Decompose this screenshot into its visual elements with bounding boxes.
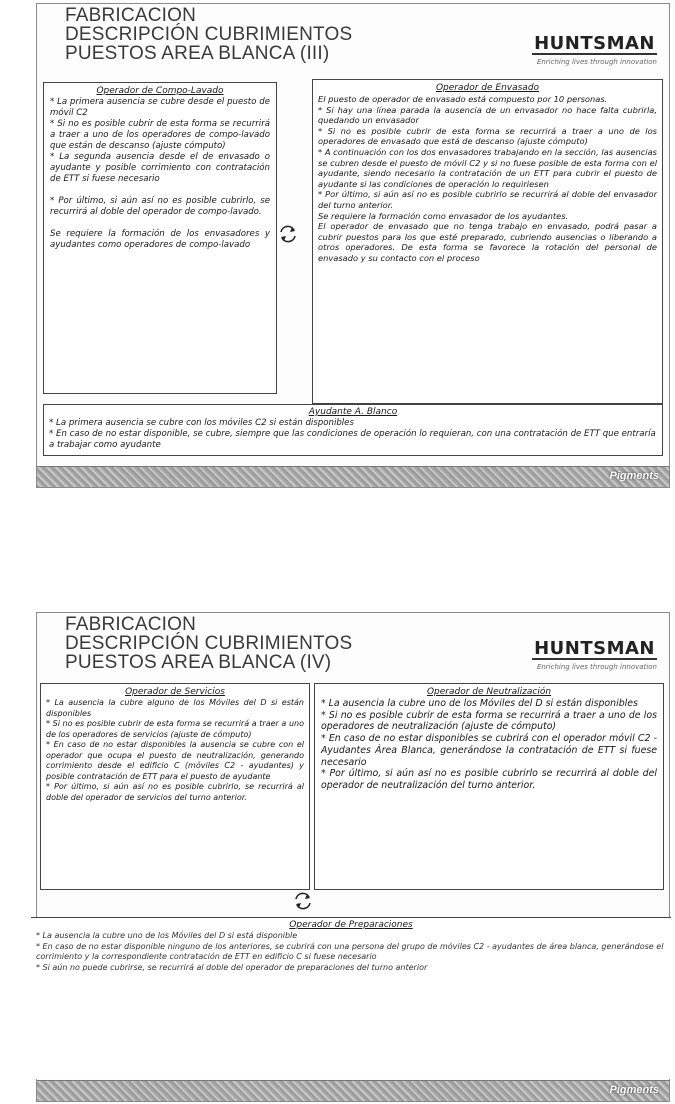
- box-operador-neutralizacion: [314, 683, 664, 890]
- huntsman-logo: [532, 639, 657, 671]
- title-line-1: FABRICACION: [65, 5, 196, 26]
- logo-tagline: Enriching lives through innovation: [536, 58, 657, 66]
- box-operador-envasado: [312, 79, 663, 404]
- logo-tagline: Enriching lives through innovation: [536, 663, 657, 671]
- box-body: El puesto de operador de envasado está compuesto por 10 personas. * Si hay una línea parada la ausencia de un envasador no hace falta cubrirla, quedando un envasador * Si no es posible cubrir de esta forma se recurrirá a traer a uno de los operadores de envasado que está de descanso (ajuste cómputo) * A continuación con los dos envasadores trabajando en la sección, las ausencias se cubren desde el puesto de móvil C2 y si no fuese posible de esta forma con el ayudante, siendo necesario la contratación de un ETT para cubrir el puesto de ayudante si las condiciones de operación lo requiriesen * Por último, si aún así no es posible cubrirlo se recurrirá al doble del envasador del turno anterior. Se requiere la formación como envasador de los ayudantes. El operador de envasado que no tenga trabajo en envasado, podrá pasar a cubrir puestos para los que esté preparado, cubriendo ausencias o liberando a otros operadores. De esta forma se favorece la rotación del personal de envasado y su contacto con el proceso: [318, 94, 657, 263]
- box-header: Ayudante A. Blanco: [308, 407, 398, 417]
- box-body: * La ausencia la cubre alguno de los Móviles del D si están disponibles * Si no es posible cubrir de esta forma se recurrirá a traer a uno de los operadores de servicios (ajuste de cómputo) * En caso de no estar disponibles la ausencia se cubre con el operador que ocupa el puesto de neutralización, generando corrimiento desde el edificio C (móviles C2 - ayudantes) y posible contratación de ETT para el puesto de ayudante * Por último, si aún así no es posible cubrirlo, se recurrirá al doble del operador de servicios del turno anterior.: [46, 698, 304, 802]
- title-line-3: PUESTOS AREA BLANCA (III): [65, 43, 330, 64]
- title-line-2: DESCRIPCIÓN CUBRIMIENTOS: [65, 633, 353, 654]
- box-body: * La primera ausencia se cubre desde el puesto de móvil C2 * Si no es posible cubrir de esta forma se recurrirá a traer a uno de los operadores de compo-lavado que están de descanso (ajuste cómputo) * La segunda ausencia desde el de envasado o ayudante y posible corrimiento con contratación de ETT si fuese necesario * Por último, si aún así no es posible cubrirlo, se recurrirá al doble del operador de compo-lavado. Se requiere la formación de los envasadores y ayudantes como operadores de compo-lavado: [50, 97, 270, 250]
- title-line-1: FABRICACION: [65, 614, 196, 635]
- box-ayudante-a-blanco: [43, 404, 663, 456]
- cycle-arrows-icon: [277, 223, 299, 245]
- footer-pigments-label: Pigments: [609, 470, 659, 482]
- logo-wordmark: HUNTSMAN: [534, 33, 655, 54]
- box-header: Operador de Compo-Lavado: [96, 86, 224, 96]
- box-header: Operador de Servicios: [125, 687, 225, 697]
- box-body: * La ausencia la cubre uno de los Móviles del D si están disponibles * Si no es posible cubrir de esta forma se recurrirá a traer a uno de los operadores de neutralización (ajuste de cómputo) * En caso de no estar disponibles se cubrirá con el operador móvil C2 - Ayudantes Área Blanca, generándose la contratación de ETT si fuese necesario * Por último, si aún así no es posible cubrirlo se recurrirá al doble del operador de neutralización del turno anterior.: [321, 698, 657, 791]
- slide-iii: [36, 3, 670, 488]
- slide-iv: [36, 612, 670, 1102]
- box-operador-compo-lavado: [43, 82, 277, 394]
- title-line-2: DESCRIPCIÓN CUBRIMIENTOS: [65, 24, 353, 45]
- logo-wordmark: HUNTSMAN: [534, 638, 655, 659]
- title-line-3: PUESTOS AREA BLANCA (IV): [65, 652, 332, 673]
- slide-title: [65, 615, 352, 672]
- box-header: Operador de Neutralización: [426, 687, 552, 697]
- box-body: * La primera ausencia se cubre con los móviles C2 si están disponibles * En caso de no estar disponible, se cubre, siempre que las condiciones de operación lo requieran, con una contratación de ETT que entraría a trabajar como ayudante: [49, 418, 656, 450]
- box-body: * La ausencia la cubre uno de los Móviles del D si está disponible * En caso de no estar disponible ninguno de los anteriores, se cubrirá con una persona del grupo de móviles C2 - ayudantes de área blanca, generándose el corrimiento y la correspondiente contratación de ETT en edificio C si fuese necesario * Si aún no puede cubrirse, se recurrirá al doble del operador de preparaciones del turno anterior: [36, 931, 664, 972]
- huntsman-logo: [532, 34, 657, 66]
- box-header: Operador de Envasado: [435, 83, 540, 93]
- cycle-arrows-icon: [292, 890, 314, 912]
- footer-pigments-label: Pigments: [609, 1084, 659, 1096]
- box-operador-servicios: [40, 683, 310, 890]
- box-operador-preparaciones: [31, 917, 671, 1079]
- footer-bar: [37, 1080, 669, 1101]
- footer-bar: [37, 466, 669, 487]
- slide-title: [65, 6, 352, 63]
- box-header: Operador de Preparaciones: [289, 920, 413, 930]
